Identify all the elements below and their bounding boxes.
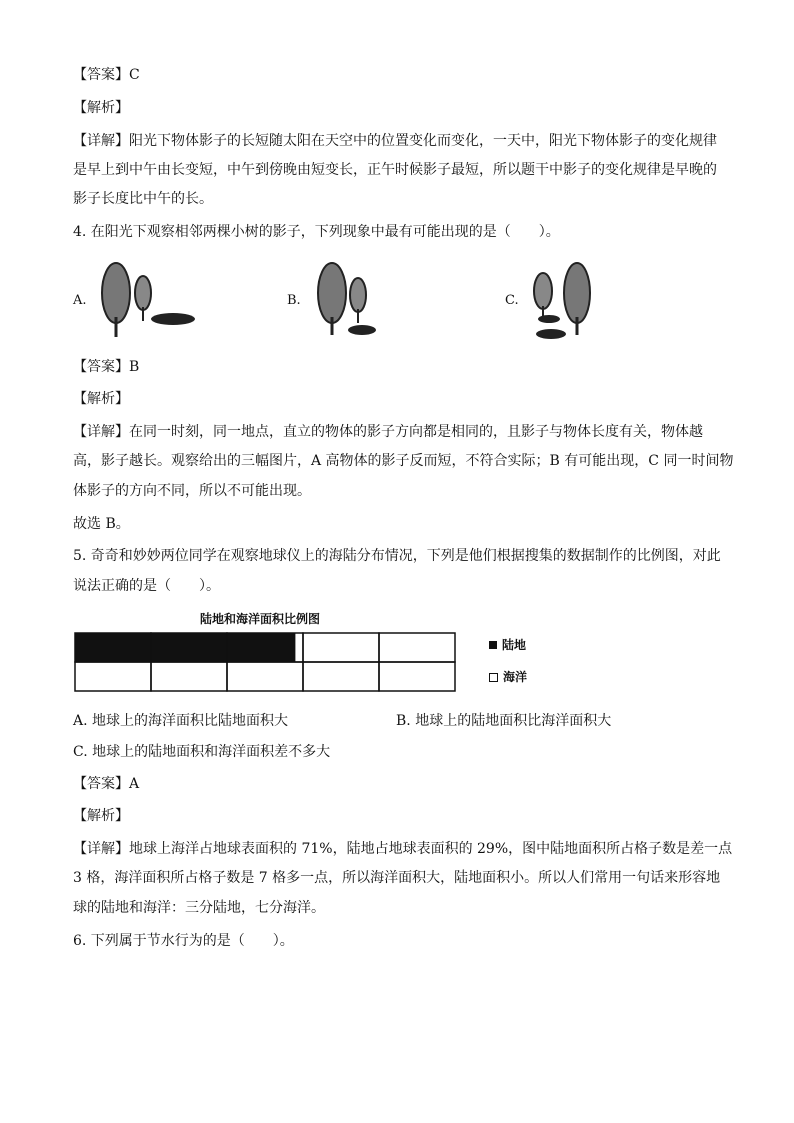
grid-cell xyxy=(151,662,227,691)
q4-option-a-trees-image xyxy=(95,255,200,340)
grid-cell xyxy=(379,662,455,691)
legend-ocean-swatch xyxy=(489,673,498,682)
q4-detail-line-2: 高，影子越长。观察给出的三幅图片，A 高物体的影子反而短，不符合实际；B 有可能出现，C 同一时间物 xyxy=(73,453,734,469)
q5-analysis-heading: 【解析】 xyxy=(73,808,129,824)
q3-answer: 【答案】C xyxy=(73,67,140,83)
land-cell-fill xyxy=(227,633,295,662)
grid-cell xyxy=(227,662,303,691)
land-cell-fill xyxy=(75,633,151,662)
q5-option-b: B. 地球上的陆地面积比海洋面积大 xyxy=(396,713,612,729)
q5-detail-line-1: 【详解】地球上海洋占地球表面积的 71%，陆地占地球表面积的 29%，图中陆地面积所占格子数是差一点 xyxy=(73,841,733,857)
q4-option-c-trees-image xyxy=(527,255,602,340)
grid-cell xyxy=(303,662,379,691)
q4-option-c-label: C. xyxy=(505,293,519,308)
q3-detail-line-2: 是早上到中午由长变短，中午到傍晚由短变长，正午时候影子最短，所以题干中影子的变化规律是早晚的 xyxy=(73,162,717,178)
q4-analysis-heading: 【解析】 xyxy=(73,391,129,407)
q3-detail-line-3: 影子长度比中午的长。 xyxy=(73,191,213,207)
q5-question-line-1: 5. 奇奇和妙妙两位同学在观察地球仪上的海陆分布情况，下列是他们根据搜集的数据制作的比例图，对此 xyxy=(73,548,721,564)
land-cell-fill xyxy=(151,633,227,662)
legend-ocean-label: 海洋 xyxy=(503,670,528,684)
grid-cell xyxy=(379,633,455,662)
q5-question-line-2: 说法正确的是（ ）。 xyxy=(73,578,220,594)
q5-detail-line-3: 球的陆地和海洋：三分陆地，七分海洋。 xyxy=(73,900,325,916)
q5-option-c: C. 地球上的陆地面积和海洋面积差不多大 xyxy=(73,744,331,760)
q5-detail-line-2: 3 格，海洋面积所占格子数是 7 格多一点，所以海洋面积大，陆地面积小。所以人们常用一句话来形容地 xyxy=(73,870,721,886)
q4-answer: 【答案】B xyxy=(73,359,140,375)
legend-land xyxy=(489,637,526,653)
q4-option-a-label: A. xyxy=(73,293,87,308)
q4-question: 4. 在阳光下观察相邻两棵小树的影子，下列现象中最有可能出现的是（ ）。 xyxy=(73,224,560,240)
q5-option-a: A. 地球上的海洋面积比陆地面积大 xyxy=(73,713,289,729)
q4-detail-line-1: 【详解】在同一时刻，同一地点，直立的物体的影子方向都是相同的，且影子与物体长度有关，物体越 xyxy=(73,424,703,440)
q3-analysis-heading: 【解析】 xyxy=(73,100,129,116)
q4-conclusion: 故选 B。 xyxy=(73,516,130,532)
q5-answer: 【答案】A xyxy=(73,776,140,792)
q4-option-b-trees-image xyxy=(310,255,385,340)
legend-land-label: 陆地 xyxy=(502,638,527,652)
grid-cell xyxy=(303,633,379,662)
q4-detail-line-3: 体影子的方向不同，所以不可能出现。 xyxy=(73,483,311,499)
q6-question: 6. 下列属于节水行为的是（ ）。 xyxy=(73,933,294,949)
legend-ocean xyxy=(489,669,527,685)
grid-cell xyxy=(75,662,151,691)
chart-title: 陆地和海洋面积比例图 xyxy=(200,612,321,626)
q4-option-b-label: B. xyxy=(287,293,301,308)
ratio-grid-chart xyxy=(74,632,456,692)
legend-land-swatch xyxy=(489,641,497,649)
q3-detail-line-1: 【详解】阳光下物体影子的长短随太阳在天空中的位置变化而变化，一天中，阳光下物体影子的变化规律 xyxy=(73,133,717,149)
